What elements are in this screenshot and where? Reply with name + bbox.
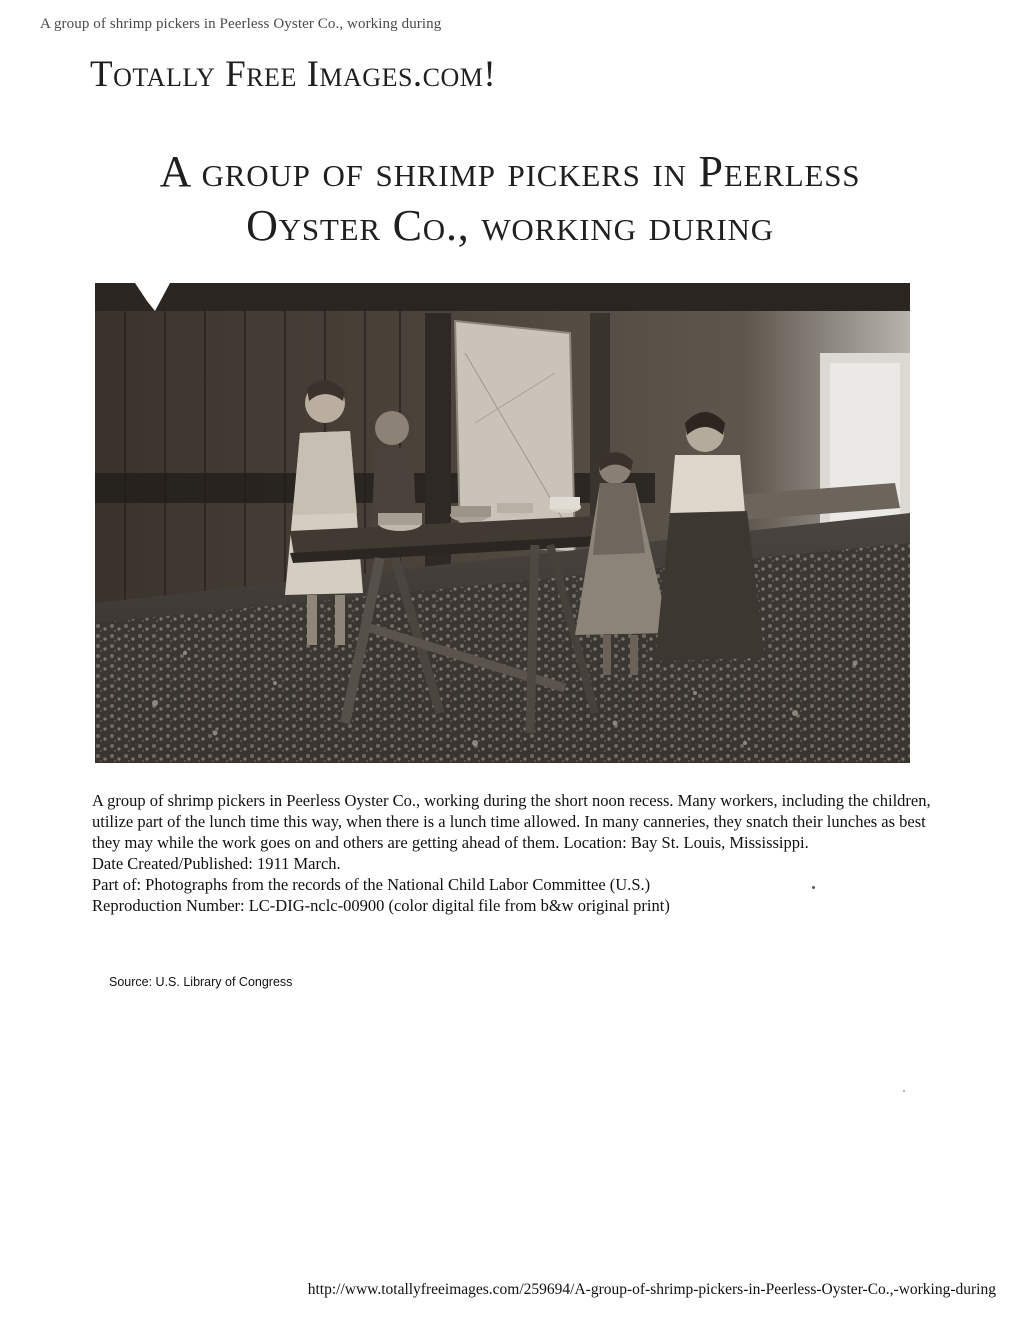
footer-url: http://www.totallyfreeimages.com/259694/A-group-of-shrimp-pickers-in-Peerless-Oyster-Co.,-working-during [307, 1281, 996, 1298]
description-date: Date Created/Published: 1911 March. [92, 854, 341, 873]
browser-header-title: A group of shrimp pickers in Peerless Oyster Co., working during [40, 16, 442, 32]
scan-speck [812, 886, 815, 889]
photo-illustration [95, 283, 910, 763]
historic-photo [95, 283, 910, 763]
scan-speck [903, 1090, 905, 1092]
source-credit: Source: U.S. Library of Congress [109, 975, 293, 989]
page-title-line-2: Oyster Co., working during [246, 201, 774, 250]
page-title [0, 145, 1020, 253]
description-reproduction-number: Reproduction Number: LC-DIG-nclc-00900 (color digital file from b&w original print) [92, 896, 670, 915]
description-part-of: Part of: Photographs from the records of the National Child Labor Committee (U.S.) [92, 875, 651, 894]
page-title-line-1: A group of shrimp pickers in Peerless [159, 147, 861, 196]
site-title: Totally Free Images.com! [90, 54, 497, 95]
image-description [92, 790, 934, 916]
description-caption: A group of shrimp pickers in Peerless Oyster Co., working during the short noon recess. Many workers, including the children, utilize part of the lunch time this way, when there is a lunch time allowed. In many canneries, they snatch their lunches as best they may while the work goes on and others are getting ahead of them. Location: Bay St. Louis, Mississippi. [92, 791, 931, 852]
